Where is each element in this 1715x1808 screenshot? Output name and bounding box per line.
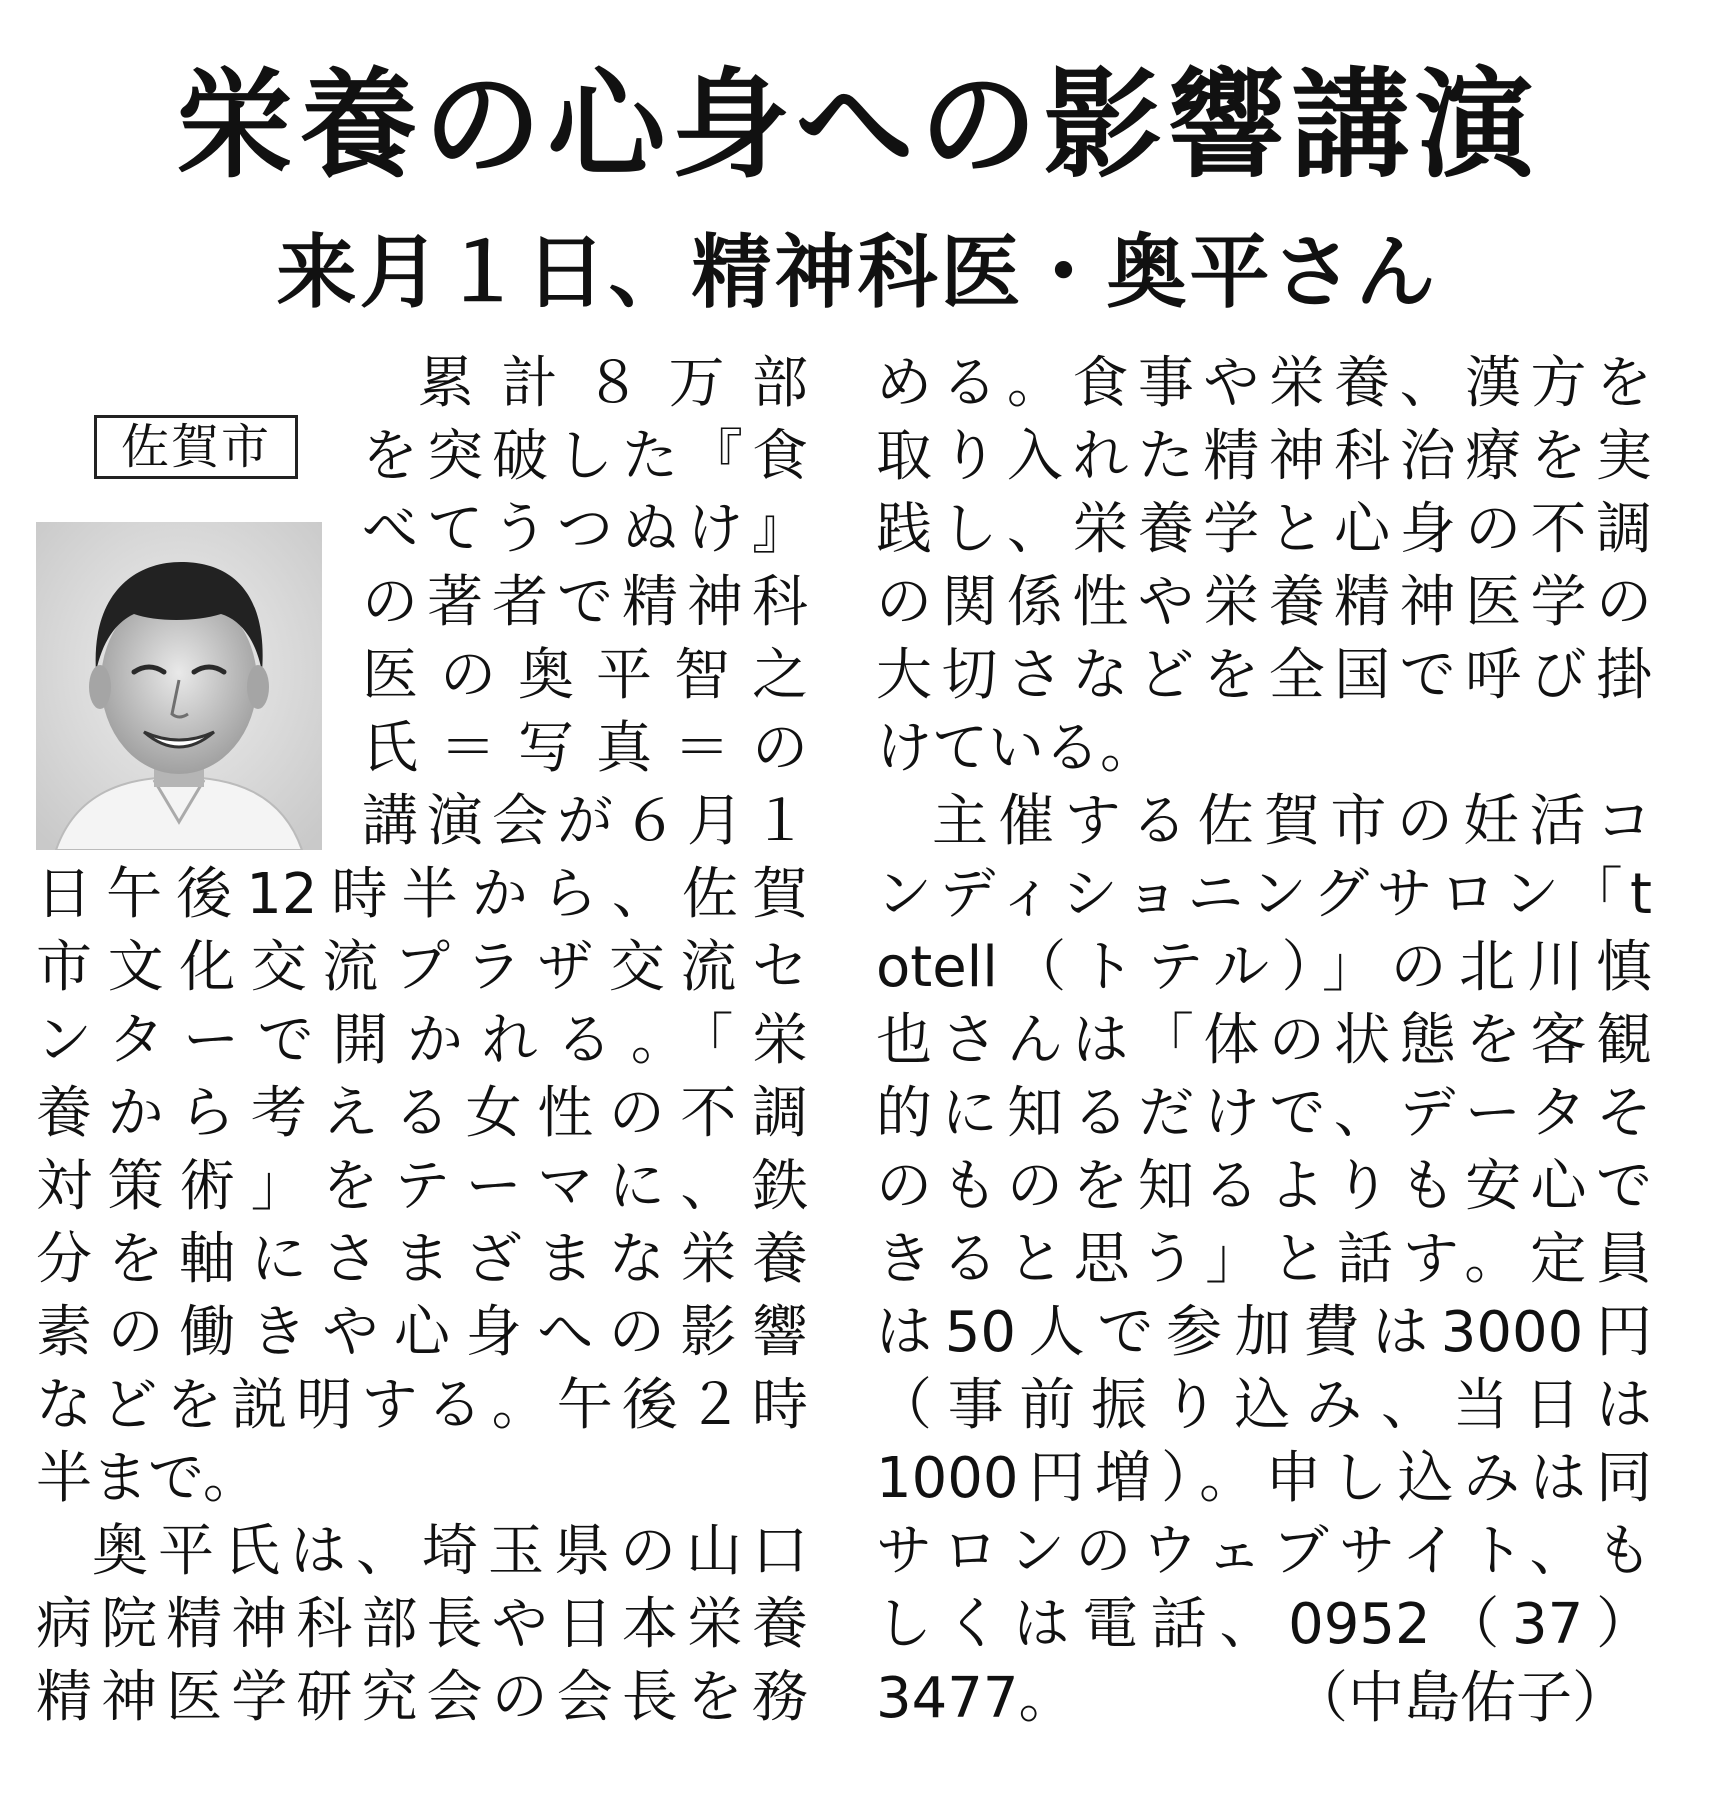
phone-number-end: 3477。 — [876, 1666, 1075, 1731]
text-line: 対策術」をテーマに、鉄 — [36, 1154, 808, 1219]
text-line: める。食事や栄養、漢方を — [876, 351, 1652, 416]
text-line: は50人で参加費は3000円 — [876, 1300, 1652, 1365]
text-line: のものを知るよりも安心で — [876, 1154, 1652, 1219]
text-line: （事前振り込み、当日は — [876, 1373, 1652, 1438]
text-line: の関係性や栄養精神医学の — [876, 570, 1652, 635]
text-line: 日午後12時半から、佐賀 — [36, 862, 808, 927]
text-line: otell（トテル）」の北川慎 — [876, 935, 1652, 1000]
text-line: 半まで。 — [36, 1446, 259, 1511]
text-line: 市文化交流プラザ交流セ — [36, 935, 808, 1000]
text-line: 大切さなどを全国で呼び掛 — [876, 643, 1652, 708]
text-line: しくは電話、0952（37） — [876, 1592, 1652, 1657]
text-line: 奥平氏は、埼玉県の山口 — [92, 1519, 808, 1584]
text-line: 分を軸にさまざまな栄養 — [36, 1227, 808, 1292]
text-line: 講演会が６月１ — [362, 789, 808, 854]
text-line: 践し、栄養学と心身の不調 — [876, 497, 1652, 562]
text-line: 主催する佐賀市の妊活コ — [932, 789, 1652, 854]
text-line: ンディショニングサロン「t — [876, 862, 1652, 927]
text-line: けている。 — [876, 716, 1156, 781]
text-line: 的に知るだけで、データそ — [876, 1081, 1652, 1146]
text-line: を突破した『食 — [362, 424, 808, 489]
text-line: 素の働きや心身への影響 — [36, 1300, 808, 1365]
portrait-photo — [36, 522, 322, 850]
text-line: 氏＝写真＝の — [362, 716, 808, 781]
text-line: 也さんは「体の状態を客観 — [876, 1008, 1652, 1073]
text-line: 病院精神科部長や日本栄養 — [36, 1592, 808, 1657]
headline: 栄養の心身への影響講演 — [175, 55, 1540, 194]
text-line: 精神医学研究会の会長を務 — [36, 1665, 808, 1730]
location-tag: 佐賀市 — [94, 415, 298, 479]
text-line: 累計８万部 — [418, 351, 808, 416]
text-line: サロンのウェブサイト、も — [876, 1519, 1652, 1584]
text-line: 取り入れた精神科治療を実 — [876, 424, 1652, 489]
author-name: （中島佑子） — [1292, 1666, 1628, 1731]
text-line: べてうつぬけ』 — [362, 497, 808, 562]
text-line: きると思う」と話す。定員 — [876, 1227, 1652, 1292]
subheadline: 来月１日、精神科医・奥平さん — [276, 225, 1439, 319]
text-line: 医の奥平智之 — [362, 643, 808, 708]
text-line: 1000円増）。申し込みは同 — [876, 1446, 1652, 1511]
text-line: の著者で精神科 — [362, 570, 808, 635]
text-line: などを説明する。午後２時 — [36, 1373, 808, 1438]
text-line: ンターで開かれる。「栄 — [36, 1008, 808, 1073]
byline — [876, 1663, 1652, 1735]
text-line: 養から考える女性の不調 — [36, 1081, 808, 1146]
